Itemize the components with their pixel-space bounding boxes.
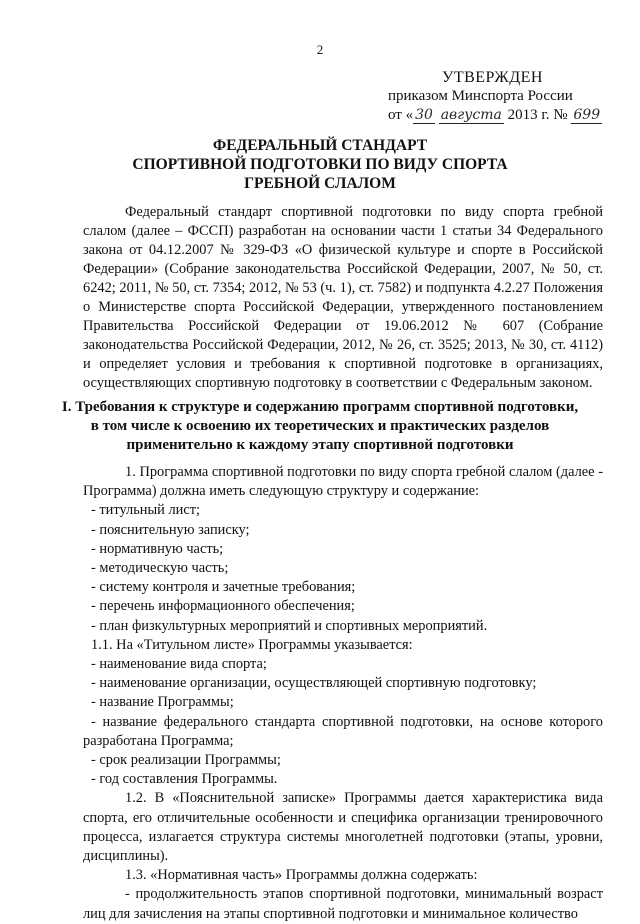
section-heading-line: в том числе к освоению их теоретических и практических разделов <box>90 418 550 434</box>
list-item: - методическую часть; <box>91 560 229 577</box>
clause-1-3: 1.3. «Нормативная часть» Программы должна содержать: <box>125 867 478 884</box>
approval-title: УТВЕРЖДЕН <box>442 69 543 86</box>
clause-1-1: 1.1. На «Титульном листе» Программы указывается: <box>91 636 413 653</box>
list-item: - пояснительную записку; <box>91 521 250 538</box>
page-number: 2 <box>316 42 324 57</box>
list-item: - срок реализации Программы; <box>91 752 281 769</box>
approval-date-line <box>388 106 628 125</box>
list-item: - перечень информационного обеспечения; <box>91 598 355 615</box>
intro-paragraph: Федеральный стандарт спортивной подготовки по виду спорта гребной слалом (далее – ФССП) разработан на основании части 1 статьи 34 Федерального закона от 04.12.2007 № 329-ФЗ «О физической культуре и спорте в Российской Федерации» (Собрание законодательства Российской Федерации, 2007, № 50, ст. 6242; 2011, № 50, ст. 7354; 2012, № 53 (ч. 1), ст. 7582) и подпункта 4.2.27 Положения о Министерстве спорта Российской Федерации, утвержденного постановлением Правительства Российской Федерации от 19.06.2012 № 607 (Собрание законодательства Российской Федерации, 2012, № 26, ст. 3525; 2013, № 30, ст. 4112) и определяет условия и требования к спортивной подготовке в организациях, осуществляющих спортивную подготовку в соответствии с Федеральным законом. <box>83 204 603 391</box>
list-item: - год составления Программы. <box>91 771 278 788</box>
document-title <box>0 136 640 193</box>
list-item: - систему контроля и зачетные требования; <box>91 579 356 596</box>
section-heading-line: I. Требования к структуре и содержанию программ спортивной подготовки, <box>61 399 579 415</box>
handwritten-month: августа <box>440 107 502 123</box>
date-prefix: от « <box>388 107 414 123</box>
approval-order: приказом Минспорта России <box>388 88 573 104</box>
clause-1-2: 1.2. В «Пояснительной записке» Программы дается характеристика вида спорта, его отличительные особенности и специфика организации тренировочного процесса, излагается структура системы многолетней подготовки (этапы, уровни, дисциплины). <box>83 790 603 865</box>
list-item: - нормативную часть; <box>91 540 224 557</box>
section-heading-line: применительно к каждому этапу спортивной подготовки <box>126 437 514 453</box>
list-item: - название федерального стандарта спортивной подготовки, на основе которого разработана Программа; <box>83 713 603 749</box>
title-line: ГРЕБНОЙ СЛАЛОМ <box>244 175 396 192</box>
list-item: - титульный лист; <box>91 502 201 519</box>
list-item: - наименование вида спорта; <box>91 656 267 673</box>
clause-1: 1. Программа спортивной подготовки по виду спорта гребной слалом (далее - Программа) должна иметь следующую структуру и содержание: <box>83 464 603 500</box>
list-item: - наименование организации, осуществляющей спортивную подготовку; <box>91 675 537 692</box>
title-line: ФЕДЕРАЛЬНЫЙ СТАНДАРТ <box>212 137 428 154</box>
title-line: СПОРТИВНОЙ ПОДГОТОВКИ ПО ВИДУ СПОРТА <box>132 156 508 173</box>
handwritten-order-number: 699 <box>573 107 601 123</box>
handwritten-day: 30 <box>415 107 433 123</box>
date-year: 2013 г. № <box>507 107 568 123</box>
list-item: - название Программы; <box>91 694 234 711</box>
list-item: - продолжительность этапов спортивной подготовки, минимальный возраст лиц для зачисления на этапы спортивной подготовки и минимальное количество <box>83 886 603 922</box>
section-body <box>83 463 603 924</box>
section-heading <box>0 398 640 455</box>
list-item: - план физкультурных мероприятий и спортивных мероприятий. <box>91 617 488 634</box>
approval-stamp-block <box>388 68 628 125</box>
